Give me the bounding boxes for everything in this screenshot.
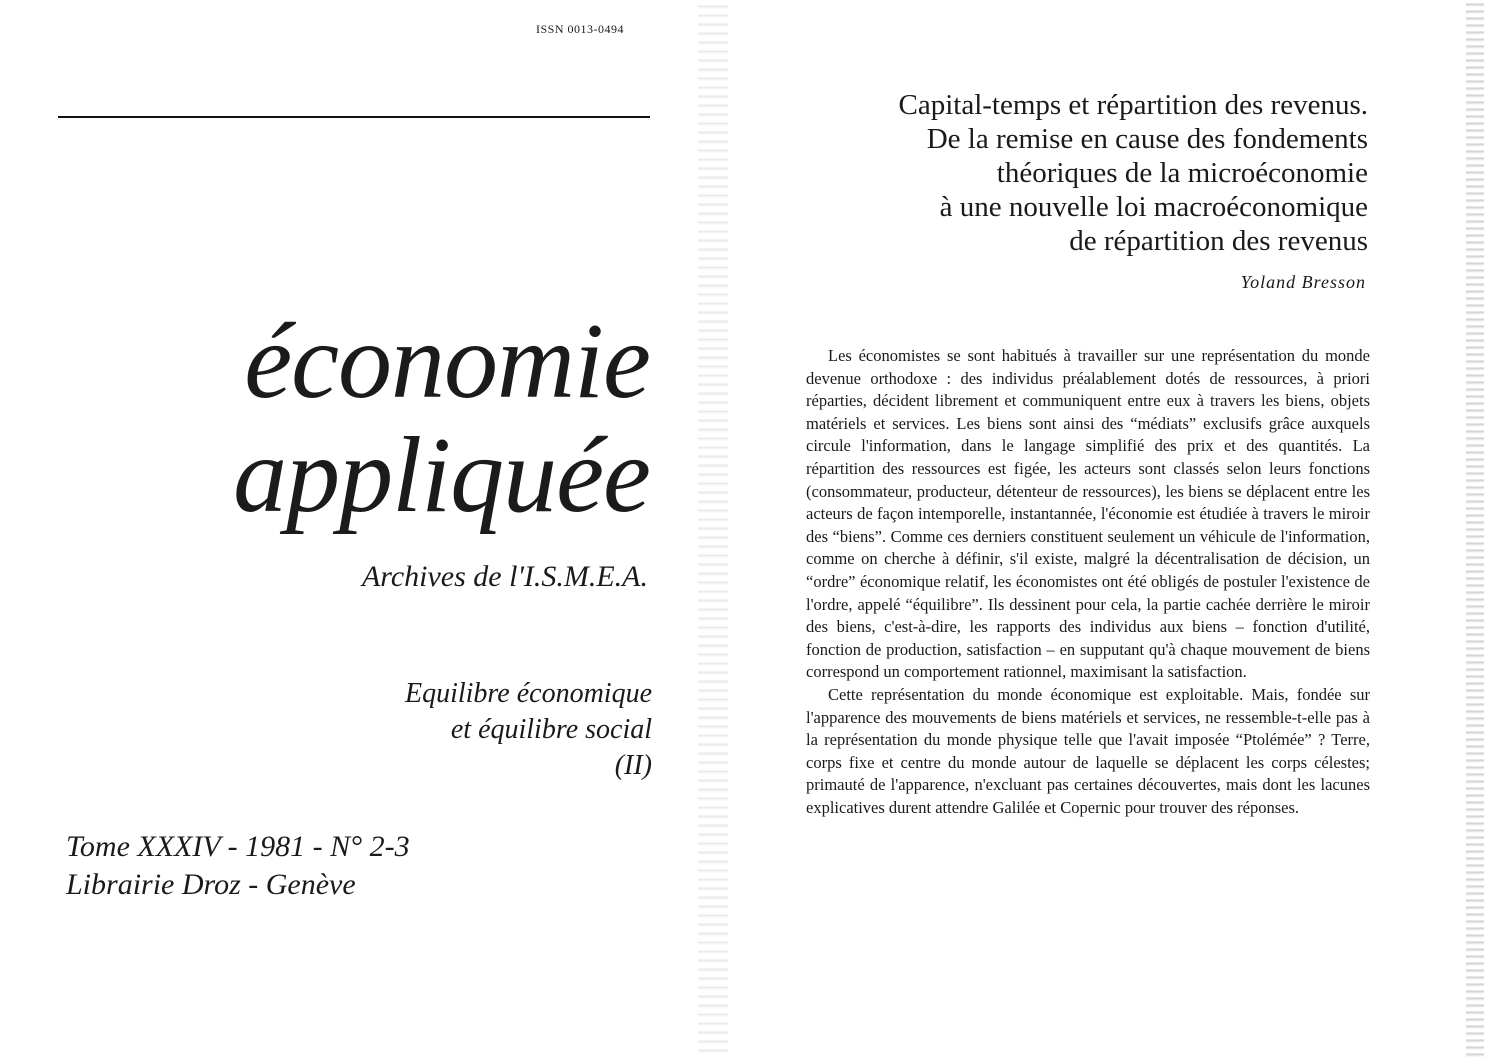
horizontal-rule [58, 116, 650, 118]
article-title [899, 88, 1369, 258]
journal-title [233, 302, 650, 535]
article-body [806, 345, 1370, 819]
journal-title-line: appliquée [233, 416, 650, 535]
body-paragraph: Cette représentation du monde économique est exploitable. Mais, fondée sur l'apparence des mouvements de biens matériels et services, ne ressemble-t-elle pas à la représentation du monde physique telle que l'avait imposée “Ptolémée” ? Terre, corps fixe et centre du monde autour de laquelle se déplacent les corps célestes; primauté de l'apparence, n'excluant pas certaines découvertes, mais dont les lacunes explicatives durent attendre Galilée et Copernic pour trouver des réponses. [806, 684, 1370, 817]
article-title-line: de répartition des revenus [1069, 225, 1368, 257]
issue-topic-line: Equilibre économique [404, 678, 652, 709]
publisher: Librairie Droz - Genève [66, 868, 356, 901]
journal-cover-page [0, 0, 720, 1058]
issue-topic-line: et équilibre social [450, 714, 652, 745]
article-title-line: théoriques de la microéconomie [996, 157, 1368, 189]
book-gutter [698, 0, 728, 1058]
body-paragraph: Les économistes se sont habitués à travailler sur une représentation du monde devenue orthodoxe : des individus préalablement dotés de ressources, à priori réparties, décident librement et communiquent entre eux à travers les biens, objets matériels et services. Les biens sont ainsi des “médiats” exclusifs grâce auxquels circule l'information, dans le langage simplifié des prix et des quantités. La répartition des ressources est figée, les acteurs sont classés selon leurs fonctions (consommateur, producteur, détenteur de ressources), les biens se déplacent entre les acteurs de façon intemporelle, instantannée, l'économie est étudiée à travers le miroir des “biens”. Comme ces derniers constituent seulement un véhicule de l'information, comme on cherche à définir, s'il existe, malgré la décentralisation de décision, un “ordre” économique relatif, les économistes ont été obligés de postuler l'existence de l'ordre, appelé “équilibre”. Ils dessinent pour cela, la partie cachée derrière le miroir des biens, c'est-à-dire, les rapports des individus aux biens – fonction d'utilité, fonction de production, satisfaction – en supputant qu'à chaque mouvement de biens correspond un comportement rationnel, maximisant la satisfaction. [806, 346, 1370, 682]
issue-info [66, 828, 410, 904]
journal-title-line: économie [244, 302, 650, 421]
archives-subtitle: Archives de l'I.S.M.E.A. [361, 560, 648, 593]
article-title-line: De la remise en cause des fondements [926, 123, 1368, 155]
issn-number: ISSN 0013-0494 [536, 22, 625, 36]
article-page [740, 0, 1480, 1058]
volume-issue: Tome XXXIV - 1981 - N° 2-3 [66, 830, 410, 863]
article-title-line: à une nouvelle loi macroéconomique [939, 191, 1368, 223]
issue-topic [405, 676, 652, 784]
article-title-line: Capital-temps et répartition des revenus. [898, 89, 1368, 121]
issue-topic-line: (II) [614, 750, 652, 781]
scan-edge-noise [1466, 0, 1484, 1058]
article-author: Yoland Bresson [1240, 272, 1366, 292]
